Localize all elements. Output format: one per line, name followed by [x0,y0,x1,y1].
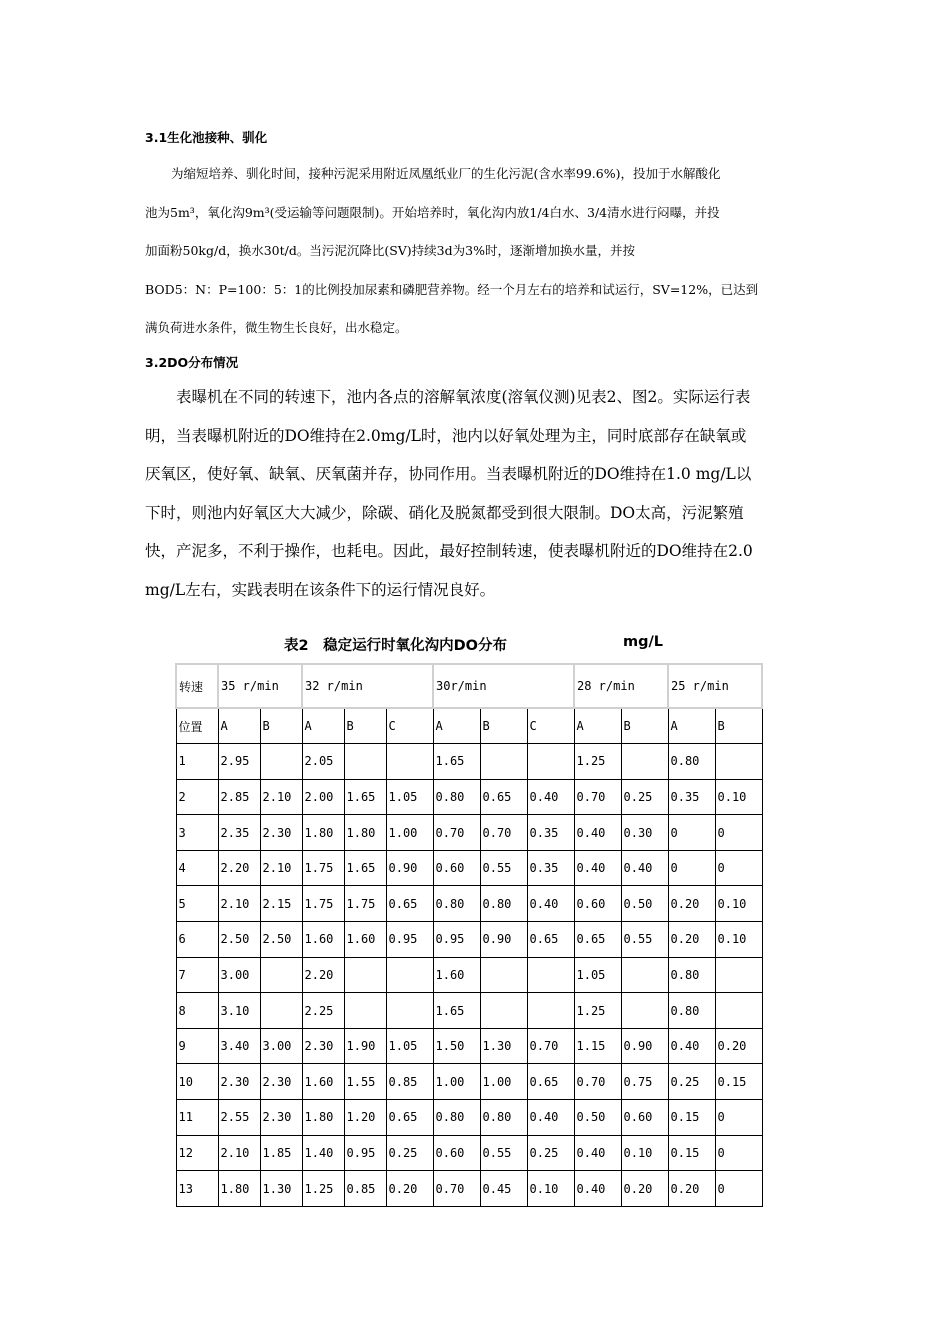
speed-label: 转速 [176,664,218,708]
do-value-cell: 0 [668,850,715,886]
do-value-cell: 0.40 [621,850,668,886]
do-value-cell [480,957,527,993]
do-value-cell: 0.10 [527,1171,574,1207]
do-value-cell: 2.20 [302,957,344,993]
section-1-paragraph [145,155,805,348]
speed-header: 28 r/min [574,664,668,708]
do-value-cell [715,957,762,993]
do-value-cell: 0 [715,815,762,851]
do-value-cell: 0.20 [668,922,715,958]
paragraph-line: 为缩短培养、驯化时间，接种污泥采用附近凤凰纸业厂的生化污泥(含水率99.6%)，投加于水解酸化 [171,166,721,181]
subcolumn-header: B [480,708,527,744]
do-value-cell: 2.35 [218,815,260,851]
do-value-cell: 0.55 [480,1135,527,1171]
do-value-cell: 0.20 [668,1171,715,1207]
do-value-cell: 0.20 [715,1028,762,1064]
do-value-cell: 1.60 [433,957,480,993]
do-value-cell: 1.80 [302,815,344,851]
table-row [176,993,762,1029]
do-value-cell: 0.95 [433,922,480,958]
do-value-cell: 1.80 [218,1171,260,1207]
do-value-cell: 1.50 [433,1028,480,1064]
do-value-cell: 0.60 [433,850,480,886]
do-value-cell: 2.30 [302,1028,344,1064]
do-value-cell: 0.70 [527,1028,574,1064]
subcolumn-header: A [574,708,621,744]
do-value-cell: 2.30 [260,1064,302,1100]
do-value-cell: 2.10 [218,886,260,922]
table-row [176,1028,762,1064]
do-value-cell: 0.40 [574,1171,621,1207]
do-value-cell: 0.10 [715,922,762,958]
paragraph-line: 下时，则池内好氧区大大减少，除碳、硝化及脱氮都受到很大限制。DO太高，污泥繁殖 [145,503,744,522]
do-value-cell: 0.40 [574,1135,621,1171]
do-value-cell: 0.95 [386,922,433,958]
position-cell: 5 [176,886,218,922]
do-value-cell: 0.40 [527,886,574,922]
do-value-cell: 0.90 [480,922,527,958]
do-value-cell: 1.60 [302,922,344,958]
position-cell: 6 [176,922,218,958]
do-value-cell: 1.75 [344,886,386,922]
do-value-cell: 0.10 [715,779,762,815]
position-cell: 8 [176,993,218,1029]
do-value-cell [260,993,302,1029]
do-value-cell [621,957,668,993]
do-value-cell: 1.75 [302,886,344,922]
paragraph-line: 快，产泥多，不利于操作，也耗电。因此，最好控制转速，使表曝机附近的DO维持在2.0 [145,542,753,561]
do-value-cell: 2.15 [260,886,302,922]
do-value-cell [715,993,762,1029]
do-value-cell: 2.20 [218,850,260,886]
position-cell: 3 [176,815,218,851]
section-2-title: 3.2DO分布情况 [145,355,239,370]
do-value-cell: 0 [715,1135,762,1171]
table-row [176,1135,762,1171]
do-value-cell: 0.55 [480,850,527,886]
section-1-title: 3.1生化池接种、驯化 [145,130,268,145]
do-value-cell: 0.65 [386,1100,433,1136]
do-value-cell: 0.35 [527,850,574,886]
paragraph-line: 满负荷进水条件，微生物生长良好，出水稳定。 [145,320,408,335]
do-value-cell: 0.35 [527,815,574,851]
do-value-cell: 2.10 [260,779,302,815]
do-value-cell: 1.65 [433,993,480,1029]
do-value-cell: 0.65 [527,922,574,958]
paragraph-line: 明，当表曝机附近的DO维持在2.0mg/L时，池内以好氧处理为主，同时底部存在缺氧或 [145,426,747,445]
do-value-cell: 0.70 [574,779,621,815]
do-value-cell: 1.80 [302,1100,344,1136]
do-value-cell: 0.90 [386,850,433,886]
do-value-cell: 1.90 [344,1028,386,1064]
do-value-cell: 0.70 [433,815,480,851]
do-value-cell [621,993,668,1029]
do-value-cell: 1.05 [386,779,433,815]
position-header-row [176,708,762,744]
do-value-cell [527,744,574,780]
do-value-cell: 2.25 [302,993,344,1029]
position-cell: 1 [176,744,218,780]
speed-header: 30r/min [433,664,574,708]
do-value-cell [260,957,302,993]
do-value-cell: 0.80 [433,779,480,815]
position-cell: 7 [176,957,218,993]
do-value-cell: 1.60 [302,1064,344,1100]
do-value-cell: 1.00 [433,1064,480,1100]
do-value-cell: 1.30 [480,1028,527,1064]
do-value-cell: 3.00 [218,957,260,993]
do-value-cell: 2.30 [218,1064,260,1100]
do-value-cell: 1.80 [344,815,386,851]
subcolumn-header: A [433,708,480,744]
do-value-cell: 0.90 [621,1028,668,1064]
paragraph-line: 池为5m³，氧化沟9m³(受运输等问题限制)。开始培养时，氧化沟内放1/4白水、3/4清水进行闷曝，并投 [145,204,720,220]
do-value-cell [260,744,302,780]
do-value-cell: 0.70 [433,1171,480,1207]
table-row [176,1064,762,1100]
position-label: 位置 [176,708,218,744]
speed-header: 32 r/min [302,664,433,708]
do-value-cell: 2.50 [260,922,302,958]
speed-header: 35 r/min [218,664,302,708]
do-value-cell: 0.60 [433,1135,480,1171]
do-value-cell: 0.70 [480,815,527,851]
do-value-cell: 1.20 [344,1100,386,1136]
do-value-cell: 0.25 [386,1135,433,1171]
do-value-cell: 1.60 [344,922,386,958]
do-value-cell [344,744,386,780]
subcolumn-header: B [621,708,668,744]
do-value-cell: 0.70 [574,1064,621,1100]
do-value-cell [621,744,668,780]
do-value-cell: 1.40 [302,1135,344,1171]
do-value-cell: 1.55 [344,1064,386,1100]
do-value-cell: 3.00 [260,1028,302,1064]
do-value-cell: 0.10 [715,886,762,922]
table-row [176,922,762,958]
do-value-cell: 0.85 [386,1064,433,1100]
do-value-cell: 1.05 [386,1028,433,1064]
subcolumn-header: B [344,708,386,744]
do-value-cell: 0.40 [574,815,621,851]
do-value-cell: 1.25 [302,1171,344,1207]
do-value-cell: 0.25 [527,1135,574,1171]
do-value-cell: 0.25 [621,779,668,815]
do-value-cell: 0.15 [715,1064,762,1100]
do-value-cell: 0.65 [574,922,621,958]
do-value-cell: 1.05 [574,957,621,993]
do-value-cell: 1.30 [260,1171,302,1207]
position-cell: 10 [176,1064,218,1100]
do-value-cell: 0.60 [574,886,621,922]
do-value-cell: 0 [715,1171,762,1207]
table-row [176,957,762,993]
do-value-cell: 1.15 [574,1028,621,1064]
subcolumn-header: B [260,708,302,744]
do-value-cell: 0.30 [621,815,668,851]
do-value-cell: 2.00 [302,779,344,815]
do-value-cell: 0.65 [480,779,527,815]
subcolumn-header: A [668,708,715,744]
do-value-cell: 1.00 [386,815,433,851]
subcolumn-header: A [218,708,260,744]
do-value-cell: 0 [715,850,762,886]
do-value-cell [344,993,386,1029]
do-value-cell: 0.95 [344,1135,386,1171]
do-value-cell: 0.85 [344,1171,386,1207]
do-value-cell: 0.40 [527,779,574,815]
do-value-cell [480,993,527,1029]
do-value-cell: 0.10 [621,1135,668,1171]
do-value-cell: 0.65 [527,1064,574,1100]
do-value-cell: 2.95 [218,744,260,780]
do-value-cell [386,957,433,993]
do-value-cell: 1.65 [433,744,480,780]
do-value-cell: 0 [668,815,715,851]
do-value-cell [527,993,574,1029]
subcolumn-header: A [302,708,344,744]
do-value-cell: 0.60 [621,1100,668,1136]
do-distribution-table [175,663,763,1207]
do-value-cell: 2.55 [218,1100,260,1136]
do-value-cell: 0.35 [668,779,715,815]
table-row [176,850,762,886]
do-value-cell: 1.25 [574,993,621,1029]
do-value-cell: 0.80 [480,886,527,922]
subcolumn-header: B [715,708,762,744]
do-value-cell: 2.30 [260,1100,302,1136]
do-value-cell: 1.00 [480,1064,527,1100]
do-value-cell: 0.50 [621,886,668,922]
do-value-cell: 0.80 [668,957,715,993]
table-unit: mg/L [623,634,664,650]
do-value-cell: 0.55 [621,922,668,958]
paragraph-line: BOD5：N：P=100：5：1的比例投加尿素和磷肥营养物。经一个月左右的培养和试运行，SV=12%，已达到 [145,281,759,297]
table-caption: 表2 稳定运行时氧化沟内DO分布 [284,638,507,654]
do-value-cell: 2.05 [302,744,344,780]
position-cell: 2 [176,779,218,815]
paragraph-line: mg/L左右，实践表明在该条件下的运行情况良好。 [145,580,496,599]
speed-header-row [176,664,762,708]
position-cell: 12 [176,1135,218,1171]
do-value-cell [715,744,762,780]
do-value-cell [527,957,574,993]
table-row [176,1100,762,1136]
position-cell: 11 [176,1100,218,1136]
do-value-cell: 1.75 [302,850,344,886]
do-value-cell: 0.80 [480,1100,527,1136]
do-value-cell: 0.80 [668,993,715,1029]
position-cell: 13 [176,1171,218,1207]
do-value-cell: 0.20 [621,1171,668,1207]
do-value-cell [344,957,386,993]
do-value-cell: 3.40 [218,1028,260,1064]
do-value-cell: 0.80 [433,1100,480,1136]
do-value-cell: 0 [715,1100,762,1136]
table-body [176,744,762,1207]
paragraph-line: 加面粉50kg/d，换水30t/d。当污泥沉降比(SV)持续3d为3%时，逐渐增加换水量，并按 [145,243,635,258]
subcolumn-header: C [386,708,433,744]
do-value-cell: 2.10 [218,1135,260,1171]
paragraph-line: 表曝机在不同的转速下，池内各点的溶解氧浓度(溶氧仪测)见表2、图2。实际运行表 [176,388,751,406]
do-value-cell: 0.75 [621,1064,668,1100]
do-value-cell: 0.15 [668,1100,715,1136]
do-value-cell: 0.20 [668,886,715,922]
do-value-cell: 0.80 [668,744,715,780]
do-value-cell [386,744,433,780]
table-row [176,886,762,922]
do-value-cell: 2.50 [218,922,260,958]
table-row [176,744,762,780]
do-value-cell: 0.65 [386,886,433,922]
subcolumn-header: C [527,708,574,744]
section-2-paragraph [145,378,810,610]
do-value-cell: 3.10 [218,993,260,1029]
position-cell: 4 [176,850,218,886]
do-value-cell: 2.30 [260,815,302,851]
do-value-cell: 0.45 [480,1171,527,1207]
do-value-cell: 1.65 [344,779,386,815]
do-value-cell: 0.25 [668,1064,715,1100]
do-value-cell: 0.15 [668,1135,715,1171]
do-value-cell [386,993,433,1029]
do-value-cell: 0.50 [574,1100,621,1136]
do-value-cell: 0.20 [386,1171,433,1207]
table-row [176,1171,762,1207]
do-value-cell: 1.65 [344,850,386,886]
position-cell: 9 [176,1028,218,1064]
paragraph-line: 厌氧区，使好氧、缺氧、厌氧菌并存，协同作用。当表曝机附近的DO维持在1.0 mg/L以 [145,465,752,484]
speed-header: 25 r/min [668,664,762,708]
do-value-cell: 1.85 [260,1135,302,1171]
do-value-cell: 0.80 [433,886,480,922]
do-value-cell: 2.10 [260,850,302,886]
do-value-cell: 0.40 [668,1028,715,1064]
do-value-cell: 2.85 [218,779,260,815]
do-value-cell: 1.25 [574,744,621,780]
do-value-cell: 0.40 [574,850,621,886]
do-value-cell: 0.40 [527,1100,574,1136]
table-row [176,779,762,815]
table-row [176,815,762,851]
do-value-cell [480,744,527,780]
